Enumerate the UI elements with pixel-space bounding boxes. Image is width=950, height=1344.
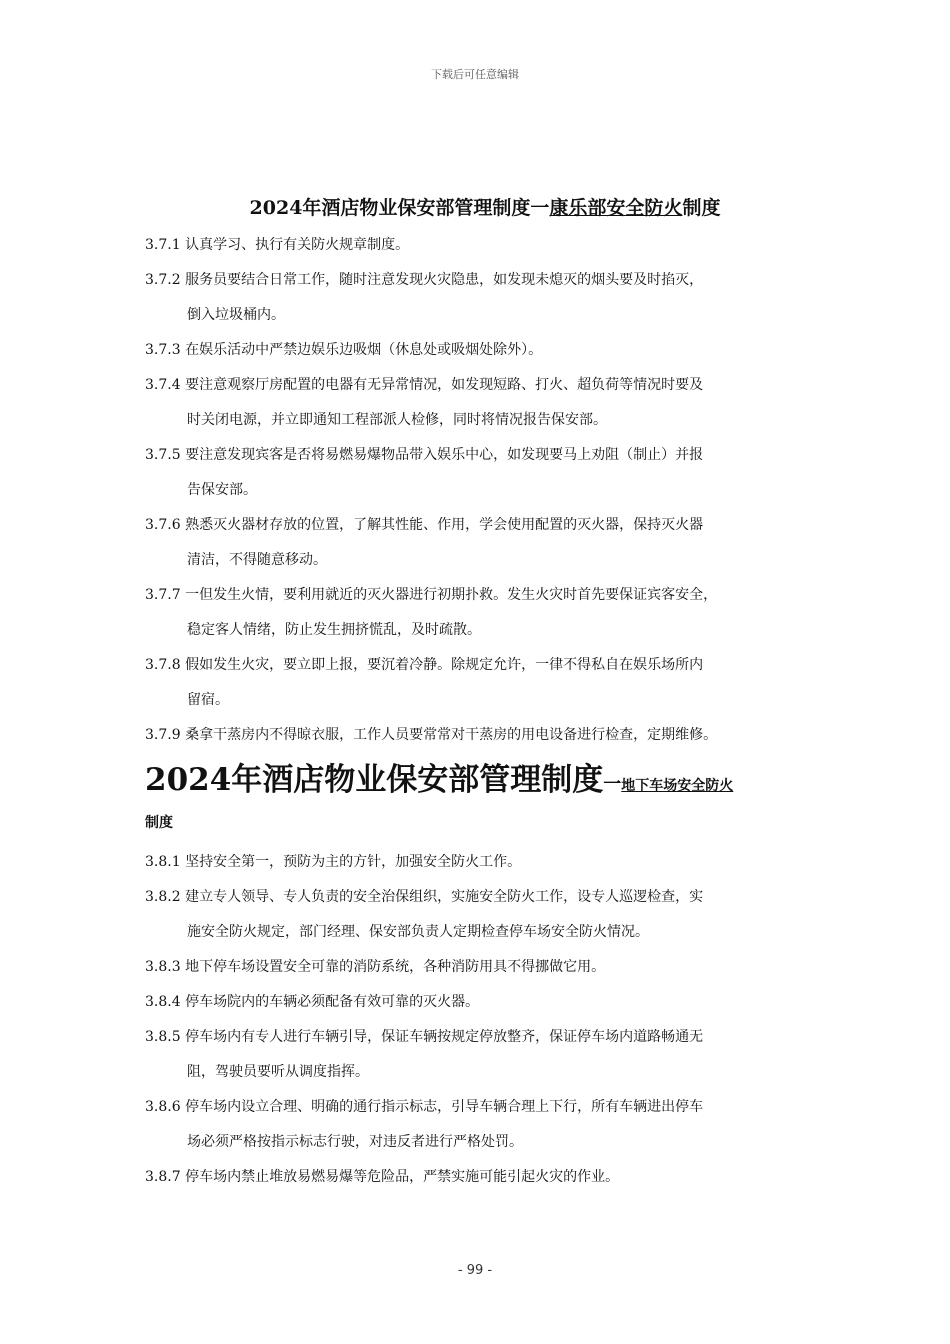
regulation-item [145,1020,825,1090]
section-title-big: 2024年酒店物业保安部管理制度 [145,762,604,798]
regulation-item [145,263,825,333]
regulation-item-text: 3.7.3 在娱乐活动中严禁边娱乐边吸烟（休息处或吸烟处除外）。 [145,342,543,358]
regulation-item-text: 3.7.6 熟悉灭火器材存放的位置，了解其性能、作用，学会使用配置的灭火器，保持灭火器 [145,517,704,533]
regulation-item [145,648,825,718]
regulation-item-text: 3.8.7 停车场内禁止堆放易燃易爆等危险品，严禁实施可能引起火灾的作业。 [145,1169,620,1185]
regulation-item-continuation: 时关闭电源，并立即通知工程部派人检修，同时将情况报告保安部。 [187,412,607,428]
regulation-item-text: 3.7.5 要注意发现宾客是否将易燃易爆物品带入娱乐中心，如发现要马上劝阻（制止）并报 [145,447,704,463]
regulation-item [145,880,825,950]
section-title-dash: 一 [603,774,622,795]
section-title-suffix: 制度 [682,197,721,219]
regulation-item-continuation: 稳定客人情绪，防止发生拥挤慌乱，及时疏散。 [187,622,481,638]
regulation-item [145,368,825,438]
regulation-item-text: 3.8.1 坚持安全第一，预防为主的方针，加强安全防火工作。 [145,854,522,870]
section-title-kangle [145,194,825,222]
document-body [145,194,825,1195]
header-note: 下载后可任意编辑 [431,68,519,81]
section-title-underlined: 康乐部安全防火 [549,197,683,219]
regulation-item-text: 3.8.5 停车场内有专人进行车辆引导，保证车辆按规定停放整齐，保证停车场内道路畅通无 [145,1029,704,1045]
regulation-item-text: 3.7.7 一但发生火情，要利用就近的灭火器进行初期扑救。发生火灾时首先要保证宾客安全， [145,587,718,603]
section2-list [145,845,825,1195]
section-title-parking [145,757,825,803]
regulation-item [145,845,825,880]
regulation-item-continuation: 清洁，不得随意移动。 [187,552,327,568]
regulation-item-continuation: 倒入垃圾桶内。 [187,307,285,323]
page-number: - 99 - [457,1263,493,1278]
regulation-item-text: 3.8.2 建立专人领导、专人负责的安全治保组织，实施安全防火工作，设专人巡逻检查，实 [145,889,704,905]
regulation-item-text: 3.7.4 要注意观察厅房配置的电器有无异常情况，如发现短路、打火、超负荷等情况时要及 [145,377,704,393]
regulation-item-text: 3.8.3 地下停车场设置安全可靠的消防系统，各种消防用具不得挪做它用。 [145,959,606,975]
regulation-item-continuation: 施安全防火规定，部门经理、保安部负责人定期检查停车场安全防火情况。 [187,924,649,940]
regulation-item-text: 3.8.4 停车场院内的车辆必须配备有效可靠的灭火器。 [145,994,480,1010]
regulation-item [145,1090,825,1160]
section-title-prefix: 2024年酒店物业保安部管理制度一 [249,197,550,219]
regulation-item [145,333,825,368]
regulation-item-text: 3.7.9 桑拿干蒸房内不得晾衣服，工作人员要常常对干蒸房的用电设备进行检查，定期维修。 [145,727,718,743]
regulation-item [145,985,825,1020]
regulation-item [145,508,825,578]
regulation-item-text: 3.7.2 服务员要结合日常工作，随时注意发现火灾隐患，如发现未熄灭的烟头要及时掐灭， [145,272,704,288]
regulation-item-text: 3.7.8 假如发生火灾，要立即上报，要沉着冷静。除规定允许，一律不得私自在娱乐场所内 [145,657,704,673]
regulation-item-continuation: 阻，驾驶员要听从调度指挥。 [187,1064,369,1080]
section-title-small: 地下车场安全防火 [621,778,734,794]
regulation-item-continuation: 留宿。 [187,692,229,708]
section-title-continuation: 制度 [145,815,173,831]
regulation-item [145,950,825,985]
regulation-item-continuation: 告保安部。 [187,482,257,498]
regulation-item [145,228,825,263]
regulation-item-text: 3.8.6 停车场内设立合理、明确的通行指示标志，引导车辆合理上下行，所有车辆进出停车 [145,1099,704,1115]
regulation-item [145,718,825,753]
regulation-item-text: 3.7.1 认真学习、执行有关防火规章制度。 [145,237,410,253]
regulation-item [145,578,825,648]
regulation-item [145,1160,825,1195]
regulation-item [145,438,825,508]
section1-list [145,228,825,753]
regulation-item-continuation: 场必须严格按指示标志行驶，对违反者进行严格处罚。 [187,1134,523,1150]
